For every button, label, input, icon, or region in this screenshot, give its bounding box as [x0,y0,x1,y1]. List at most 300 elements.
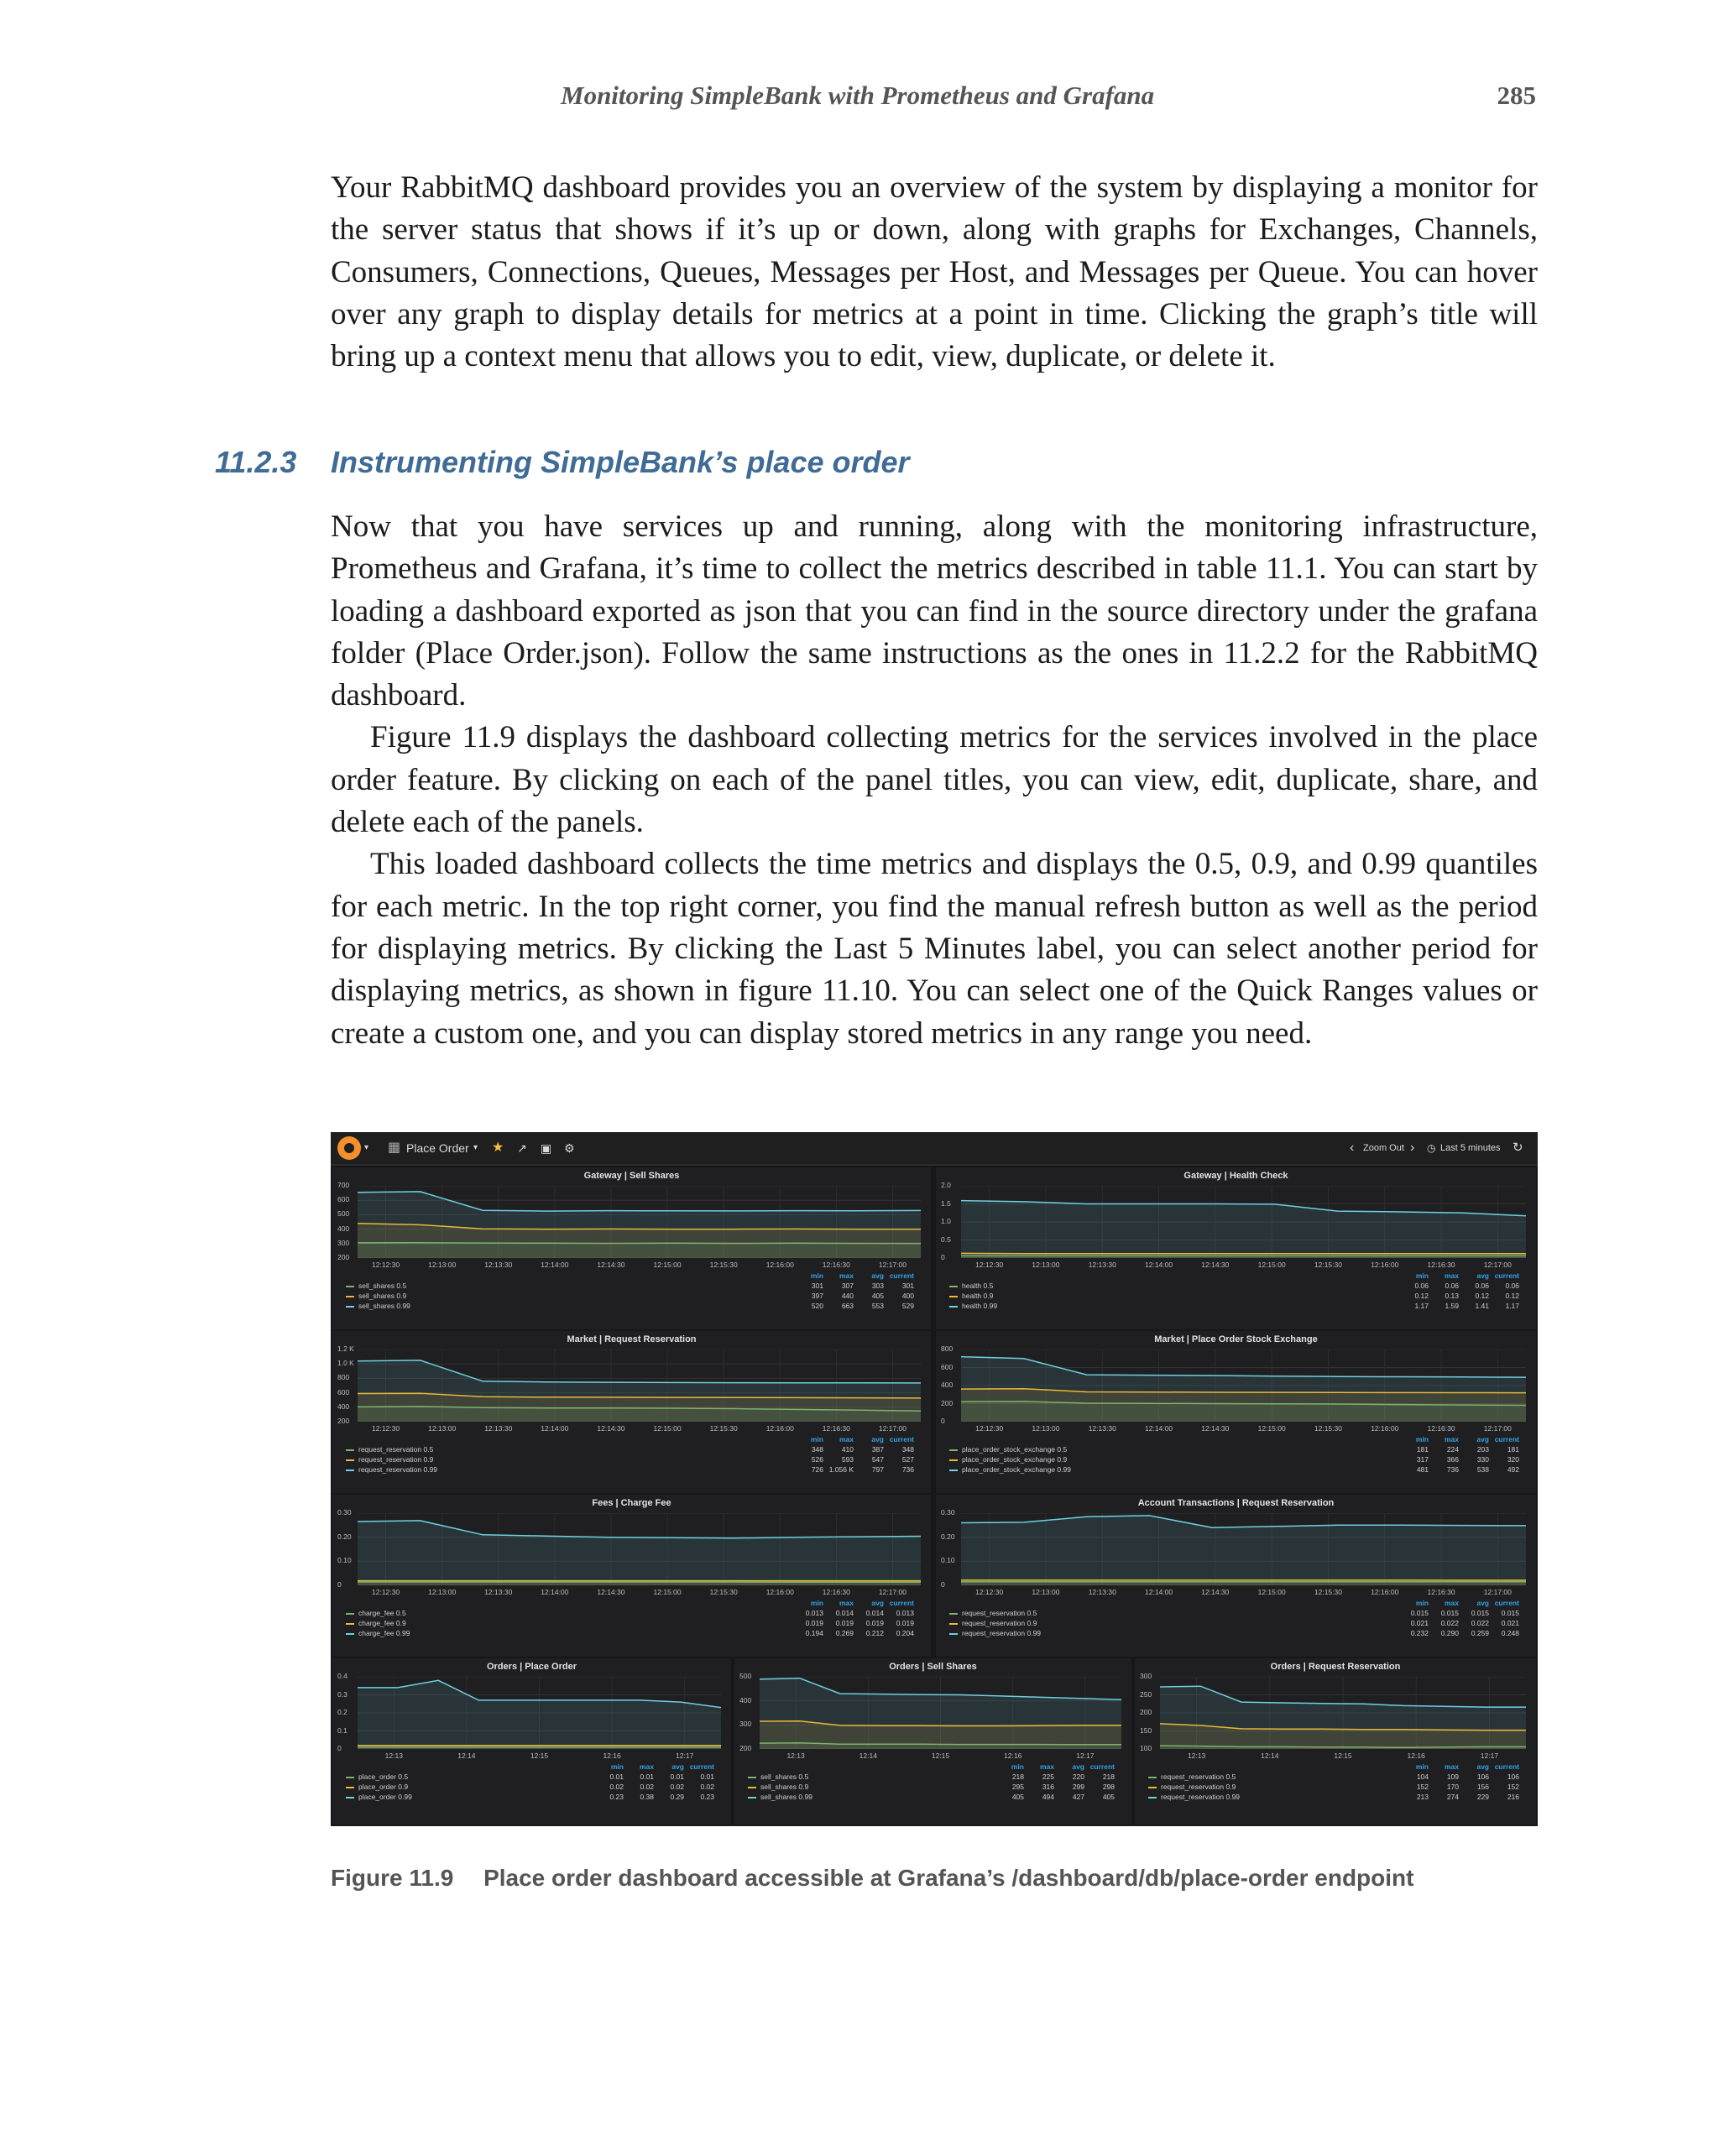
plot-svg [1160,1677,1526,1749]
legend-header-avg: avg [1072,1762,1084,1771]
x-tick-label: 12:16:00 [1371,1261,1399,1269]
x-tick-label: 12:16:00 [1371,1424,1399,1433]
legend-value-max: 0.015 [1440,1609,1459,1617]
legend-header-min: min [1415,1435,1429,1443]
x-tick-label: 12:15:00 [653,1261,682,1269]
panel-title[interactable]: Gateway | Sell Shares [583,1171,680,1181]
section-title: Instrumenting SimpleBank’s place order [331,445,910,479]
legend-value-min: 218 [1011,1772,1024,1781]
legend-header-current: current [889,1599,914,1607]
panel-title[interactable]: Fees | Charge Fee [592,1498,671,1508]
y-tick-label: 200 [337,1253,350,1261]
save-icon[interactable]: ▣ [541,1141,552,1155]
legend-value-min: 152 [1416,1783,1429,1791]
legend-value-avg: 553 [871,1302,884,1310]
legend-value-max: 366 [1446,1455,1459,1464]
legend-header-min: min [810,1271,823,1280]
y-tick-label: 0.10 [941,1556,955,1565]
y-tick-label: 800 [941,1344,954,1353]
legend-header-current: current [1494,1762,1519,1771]
legend-value-avg: 0.022 [1471,1619,1489,1627]
x-tick-label: 12:15:30 [709,1261,738,1269]
dashboard-topbar [331,1132,1538,1166]
legend-value-avg: 229 [1476,1793,1489,1801]
y-tick-label: 0 [941,1580,945,1589]
y-tick-label: 150 [1140,1725,1152,1735]
panel-6[interactable] [936,1495,1536,1657]
y-tick-label: 0.20 [337,1532,352,1541]
legend-series-name: request_reservation 0.99 [962,1629,1042,1637]
legend-header-min: min [810,1435,823,1443]
legend-value-max: 0.13 [1445,1292,1459,1300]
legend-value-min: 0.015 [1410,1609,1429,1617]
legend-value-max: 0.01 [640,1772,654,1781]
legend-item[interactable] [346,1455,433,1464]
legend-value-avg: 797 [871,1465,884,1474]
legend-value-max: 736 [1446,1465,1459,1474]
y-tick-label: 1.0 [941,1217,951,1225]
x-tick-label: 12:12:30 [975,1588,1004,1596]
legend-value-max: 440 [841,1292,854,1300]
x-tick-label: 12:13:30 [1088,1424,1116,1433]
legend-swatch [346,1459,354,1461]
legend-series-name: request_reservation 0.99 [358,1465,438,1474]
legend-header-avg: avg [871,1435,884,1443]
legend-value-max: 0.269 [835,1629,854,1637]
legend-value-current: 0.204 [896,1629,914,1637]
x-tick-label: 12:16 [603,1751,621,1760]
plot-area[interactable] [358,1513,921,1585]
grafana-logo-icon[interactable] [337,1136,361,1160]
x-tick-label: 12:15:30 [1314,1261,1342,1269]
legend-swatch [346,1623,354,1625]
legend-header-min: min [1415,1599,1429,1607]
panel-3[interactable] [332,1331,931,1493]
x-tick-label: 12:12:30 [975,1261,1004,1269]
x-tick-label: 12:13 [384,1751,403,1760]
legend-value-current: 492 [1507,1465,1519,1474]
legend-item[interactable] [346,1629,410,1637]
y-tick-label: 300 [1140,1672,1152,1680]
figure-caption-text: Place order dashboard accessible at Grafana’s /dashboard/db/place-order endpoint [483,1865,1414,1891]
legend-series-name: sell_shares 0.9 [760,1783,809,1791]
intro-paragraph: Your RabbitMQ dashboard provides you an overview of the system by displaying a monitor for the server status that shows if it’s up or down, along with graphs for Exchanges, Channels, Consumers, Connections, Queues, Messages per Host, and Messages per Queue. You can hover over any graph to display details for metrics at a point in time. Clicking the graph’s title will bring up a context menu that allows you to edit, view, duplicate, or delete it. [331,170,1538,374]
legend-value-avg: 538 [1476,1465,1489,1474]
legend-value-max: 224 [1446,1445,1459,1454]
legend-item[interactable] [949,1629,1041,1637]
y-tick-label: 200 [337,1417,350,1425]
x-tick-label: 12:14:00 [1145,1424,1173,1433]
x-tick-label: 12:14:00 [541,1588,569,1596]
x-tick-label: 12:15:30 [1314,1588,1342,1596]
legend-swatch [949,1633,958,1635]
legend-value-min: 0.232 [1410,1629,1429,1637]
y-tick-label: 0.3 [337,1689,347,1699]
legend-value-min: 526 [811,1455,823,1464]
legend-series-name: sell_shares 0.99 [760,1793,812,1801]
legend-series-name: place_order_stock_exchange 0.5 [962,1445,1068,1454]
legend-series-name: charge_fee 0.9 [358,1619,406,1627]
legend-swatch [346,1470,354,1471]
zoom-out-button[interactable]: Zoom Out [1363,1143,1404,1153]
y-tick-label: 0 [941,1253,945,1261]
dashboard-menu-chevron-icon[interactable]: ▾ [473,1143,478,1152]
y-tick-label: 0.30 [941,1508,955,1517]
x-tick-label: 12:14:30 [1201,1261,1230,1269]
x-tick-label: 12:12:30 [372,1588,400,1596]
x-tick-label: 12:16:30 [1427,1424,1455,1433]
legend-swatch [346,1449,354,1451]
plot-area[interactable] [1160,1677,1526,1749]
x-tick-label: 12:13 [786,1751,805,1760]
legend-value-min: 1.17 [1414,1302,1429,1310]
legend-item[interactable] [346,1793,412,1801]
y-tick-label: 1.2 K [337,1344,354,1353]
legend-series-name: charge_fee 0.5 [358,1609,406,1617]
legend-item[interactable] [949,1302,997,1310]
x-tick-label: 12:16:30 [1427,1588,1455,1596]
share-icon[interactable]: ↗ [517,1141,527,1155]
legend-value-avg: 0.259 [1471,1629,1489,1637]
legend-item[interactable] [346,1282,406,1290]
legend-swatch [1148,1777,1157,1778]
x-tick-label: 12:14:00 [1145,1588,1173,1596]
legend-item[interactable] [949,1455,1067,1464]
legend-header-avg: avg [871,1599,884,1607]
series-area [358,1243,921,1258]
legend-header-max: max [1444,1599,1459,1607]
zoom-forward-icon[interactable]: › [1410,1141,1415,1155]
legend-value-max: 494 [1042,1793,1054,1801]
legend-series-name: request_reservation 0.5 [358,1445,434,1454]
section-number: 11.2.3 [215,445,297,479]
y-tick-label: 0.20 [941,1532,955,1541]
plot-area[interactable] [961,1513,1526,1585]
legend-series-name: health 0.99 [962,1302,998,1310]
legend-value-avg: 405 [871,1292,884,1300]
legend-value-current: 152 [1507,1783,1519,1791]
legend-header-current: current [689,1762,714,1771]
legend-value-current: 405 [1102,1793,1115,1801]
panel-2[interactable] [936,1167,1536,1329]
legend-swatch [346,1797,354,1798]
legend-value-min: 317 [1416,1455,1429,1464]
legend-value-avg: 299 [1072,1783,1084,1791]
x-tick-label: 12:13:30 [484,1424,513,1433]
y-tick-label: 1.5 [941,1198,951,1208]
y-tick-label: 0.4 [337,1672,347,1680]
legend-item[interactable] [949,1619,1037,1627]
legend-header-max: max [839,1599,854,1607]
x-tick-label: 12:16:30 [822,1588,850,1596]
legend-series-name: place_order 0.99 [358,1793,412,1801]
x-tick-label: 12:12:30 [372,1424,400,1433]
legend-value-min: 0.01 [609,1772,624,1781]
plot-svg [358,1677,721,1749]
legend-value-current: 0.12 [1505,1292,1519,1300]
intro-paragraph-block [331,167,1538,378]
x-tick-label: 12:15:30 [709,1588,738,1596]
legend-header-max: max [1444,1435,1459,1443]
legend-header-current: current [1494,1271,1519,1280]
legend-swatch [346,1777,354,1778]
panel-title[interactable]: Orders | Place Order [486,1662,577,1672]
legend-value-avg: 0.019 [865,1619,884,1627]
legend-header-max: max [839,1435,854,1443]
panel-title[interactable]: Market | Request Reservation [567,1334,697,1344]
legend-swatch [949,1449,958,1451]
plot-area[interactable] [961,1349,1526,1422]
running-head-title: Monitoring SimpleBank with Prometheus and Grafana [561,81,1155,110]
plot-area[interactable] [760,1677,1121,1749]
legend-value-min: 0.06 [1414,1282,1429,1290]
x-tick-label: 12:15:00 [1257,1424,1286,1433]
x-tick-label: 12:13:00 [1032,1588,1060,1596]
legend-item[interactable] [949,1609,1037,1617]
x-tick-label: 12:16 [1004,1751,1022,1760]
legend-value-avg: 547 [871,1455,884,1464]
legend-value-min: 0.23 [609,1793,624,1801]
legend-value-max: 307 [841,1282,854,1290]
legend-value-current: 0.23 [700,1793,714,1801]
series-line [358,1243,921,1244]
legend-header-max: max [1444,1271,1459,1280]
legend-value-avg: 0.014 [865,1609,884,1617]
panel-title[interactable]: Orders | Sell Shares [889,1662,977,1672]
refresh-icon[interactable]: ↻ [1513,1141,1523,1155]
x-tick-label: 12:17:00 [1483,1588,1512,1596]
y-tick-label: 0.30 [337,1508,352,1517]
legend-item[interactable] [346,1609,406,1617]
figure-number: Figure 11.9 [331,1865,454,1891]
legend-value-avg: 387 [871,1445,884,1454]
legend-item[interactable] [748,1793,812,1801]
x-tick-label: 12:17 [1076,1751,1095,1760]
x-tick-label: 12:14 [1261,1751,1279,1760]
legend-item[interactable] [949,1445,1067,1454]
legend-value-current: 218 [1102,1772,1115,1781]
y-tick-label: 700 [337,1181,350,1189]
series-area [961,1516,1526,1585]
x-tick-label: 12:16 [1407,1751,1425,1760]
panel-8[interactable] [734,1658,1131,1825]
legend-header-avg: avg [1476,1435,1489,1443]
legend-value-current: 216 [1507,1793,1519,1801]
x-tick-label: 12:16:00 [765,1261,794,1269]
legend-item[interactable] [1148,1793,1240,1801]
legend-item[interactable] [748,1783,808,1791]
legend-item[interactable] [346,1302,410,1310]
legend-header-current: current [889,1435,914,1443]
panel-5[interactable] [332,1495,931,1657]
x-tick-label: 12:15 [931,1751,950,1760]
legend-value-max: 1.59 [1445,1302,1459,1310]
legend-value-current: 348 [901,1445,914,1454]
legend-item[interactable] [346,1445,433,1454]
x-tick-label: 12:15 [1334,1751,1352,1760]
legend-header-max: max [639,1762,654,1771]
legend-series-name: place_order_stock_exchange 0.9 [962,1455,1068,1464]
legend-value-current: 0.06 [1505,1282,1519,1290]
x-tick-label: 12:15:00 [653,1424,682,1433]
legend-value-min: 405 [1011,1793,1024,1801]
legend-swatch [949,1459,958,1461]
y-tick-label: 0.5 [941,1235,951,1244]
legend-swatch [346,1296,354,1297]
x-tick-label: 12:15:00 [1257,1261,1286,1269]
legend-item[interactable] [346,1292,406,1300]
y-tick-label: 200 [739,1744,752,1752]
legend-value-min: 397 [811,1292,823,1300]
x-tick-label: 12:17:00 [878,1424,907,1433]
legend-value-max: 316 [1042,1783,1054,1791]
legend-value-current: 298 [1102,1783,1115,1791]
legend-value-max: 0.022 [1440,1619,1459,1627]
x-tick-label: 12:16:00 [765,1588,794,1596]
plot-svg [961,1186,1526,1258]
y-tick-label: 400 [337,1402,350,1411]
x-tick-label: 12:14:30 [1201,1424,1230,1433]
plot-area[interactable] [358,1677,721,1749]
panel-9[interactable] [1135,1658,1536,1825]
legend-value-max: 1.056 K [828,1465,854,1474]
y-tick-label: 2.0 [941,1181,951,1189]
legend-value-max: 109 [1446,1772,1459,1781]
legend-item[interactable] [346,1619,406,1627]
legend-series-name: sell_shares 0.9 [358,1292,407,1300]
legend-swatch [949,1613,958,1615]
legend-value-avg: 427 [1072,1793,1084,1801]
legend-item[interactable] [346,1465,437,1474]
x-tick-label: 12:13:00 [428,1424,457,1433]
x-tick-label: 12:13:00 [428,1588,457,1596]
x-tick-label: 12:14:30 [597,1424,625,1433]
legend-value-max: 225 [1042,1772,1054,1781]
plot-area[interactable] [358,1186,921,1258]
legend-item[interactable] [346,1772,408,1781]
legend-swatch [949,1470,958,1471]
plot-area[interactable] [358,1349,921,1422]
legend-header-avg: avg [671,1762,684,1771]
legend-value-avg: 0.015 [1471,1609,1489,1617]
panel-title[interactable]: Market | Place Order Stock Exchange [1154,1334,1318,1344]
x-tick-label: 12:12:30 [372,1261,400,1269]
legend-value-current: 0.019 [896,1619,914,1627]
panel-title[interactable]: Gateway | Health Check [1183,1171,1288,1181]
panel-1[interactable] [332,1167,931,1329]
legend-swatch [1148,1787,1157,1788]
legend-value-max: 663 [841,1302,854,1310]
legend-value-avg: 156 [1476,1783,1489,1791]
y-tick-label: 300 [739,1720,752,1729]
dashboard-name[interactable]: Place Order [406,1141,469,1155]
legend-value-max: 0.06 [1445,1282,1459,1290]
y-tick-label: 600 [337,1195,350,1204]
settings-gear-icon[interactable]: ⚙ [564,1141,575,1155]
y-tick-label: 600 [337,1387,350,1396]
legend-value-avg: 303 [871,1282,884,1290]
legend-value-min: 520 [811,1302,823,1310]
legend-header-min: min [1011,1762,1024,1771]
zoom-back-icon[interactable]: ‹ [1350,1141,1355,1155]
panel-title[interactable]: Account Transactions | Request Reservation [1137,1498,1335,1508]
legend-value-current: 0.015 [1501,1609,1519,1617]
legend-value-avg: 0.06 [1475,1282,1489,1290]
plot-svg [358,1186,921,1258]
x-tick-label: 12:15 [530,1751,549,1760]
legend-value-min: 0.013 [805,1609,823,1617]
legend-series-name: sell_shares 0.5 [760,1772,809,1781]
legend-header-current: current [1089,1762,1115,1771]
legend-value-max: 410 [841,1445,854,1454]
chevron-down-icon[interactable]: ▾ [364,1143,369,1152]
legend-value-avg: 0.212 [865,1629,884,1637]
legend-value-min: 0.12 [1414,1292,1429,1300]
legend-value-current: 0.013 [896,1609,914,1617]
legend-value-current: 527 [901,1455,914,1464]
legend-value-current: 736 [901,1465,914,1474]
legend-value-current: 320 [1507,1455,1519,1464]
y-tick-label: 500 [337,1209,350,1219]
legend-item[interactable] [1148,1783,1236,1791]
legend-series-name: request_reservation 0.9 [962,1619,1037,1627]
legend-item[interactable] [1148,1772,1236,1781]
dashboard-grid-icon: ▦ [388,1141,401,1155]
legend-header-current: current [889,1271,914,1280]
legend-value-min: 0.02 [609,1783,624,1791]
time-range-picker[interactable]: Last 5 minutes [1440,1143,1501,1153]
section-body [331,506,1538,1055]
x-tick-label: 12:16:30 [1427,1261,1455,1269]
legend-series-name: request_reservation 0.5 [1161,1772,1236,1781]
x-tick-label: 12:13:00 [1032,1424,1060,1433]
panel-4[interactable] [936,1331,1536,1493]
y-tick-label: 1.0 K [337,1359,354,1368]
legend-item[interactable] [748,1772,808,1781]
legend-header-max: max [1444,1762,1459,1771]
y-tick-label: 800 [337,1373,350,1382]
legend-value-min: 104 [1416,1772,1429,1781]
plot-svg [961,1513,1526,1585]
legend-value-avg: 330 [1476,1455,1489,1464]
x-tick-label: 12:17:00 [1483,1424,1512,1433]
x-tick-label: 12:16:30 [822,1424,850,1433]
x-tick-label: 12:15:30 [1314,1424,1342,1433]
x-tick-label: 12:14:30 [597,1261,625,1269]
clock-icon: ◷ [1427,1142,1436,1154]
legend-header-current: current [1494,1599,1519,1607]
legend-swatch [949,1623,958,1625]
legend-item[interactable] [949,1282,993,1290]
legend-item[interactable] [346,1783,408,1791]
legend-series-name: place_order 0.9 [358,1783,409,1791]
legend-swatch [748,1777,756,1778]
panel-title[interactable]: Orders | Request Reservation [1270,1662,1401,1672]
plot-area[interactable] [961,1186,1526,1258]
y-tick-label: 0 [337,1580,342,1589]
x-tick-label: 12:17 [676,1751,694,1760]
x-tick-label: 12:17:00 [878,1261,907,1269]
legend-item[interactable] [949,1292,993,1300]
legend-series-name: health 0.9 [962,1292,994,1300]
legend-item[interactable] [949,1465,1071,1474]
x-tick-label: 12:13:30 [484,1261,513,1269]
legend-swatch [346,1787,354,1788]
legend-header-min: min [1415,1271,1429,1280]
panel-7[interactable] [332,1658,731,1825]
star-icon[interactable]: ★ [492,1141,504,1155]
y-tick-label: 0.10 [337,1556,352,1565]
